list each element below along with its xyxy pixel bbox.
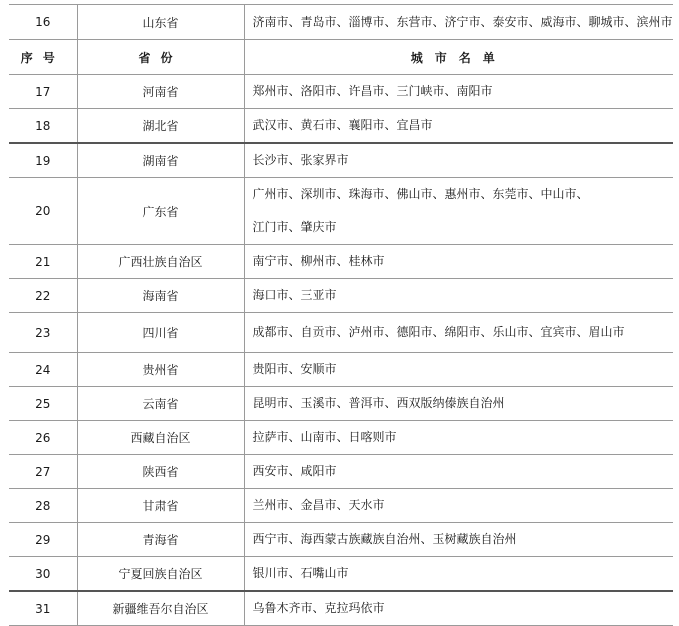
city-list <box>244 455 673 489</box>
province-name: 湖北省 <box>77 109 244 144</box>
city-list <box>244 523 673 557</box>
row-number: 19 <box>9 143 77 178</box>
city-list-line: 银川市、石嘴山市 <box>252 566 349 580</box>
table-row <box>9 313 673 353</box>
province-name: 青海省 <box>77 523 244 557</box>
row-number: 16 <box>9 5 77 40</box>
table-row <box>9 591 673 626</box>
province-name: 云南省 <box>77 387 244 421</box>
province-name: 西藏自治区 <box>77 421 244 455</box>
row-number: 25 <box>9 387 77 421</box>
city-list-line: 江门市、肇庆市 <box>252 220 337 234</box>
province-name: 广西壮族自治区 <box>77 245 244 279</box>
province-name: 甘肃省 <box>77 489 244 523</box>
city-list <box>244 75 673 109</box>
city-list <box>244 313 673 353</box>
city-list-line: 广州市、深圳市、珠海市、佛山市、惠州市、东莞市、中山市、 <box>252 187 589 201</box>
city-list <box>244 5 673 40</box>
row-number: 23 <box>9 313 77 353</box>
row-number: 28 <box>9 489 77 523</box>
row-number: 29 <box>9 523 77 557</box>
table-row <box>9 75 673 109</box>
row-number: 26 <box>9 421 77 455</box>
table-row <box>9 279 673 313</box>
row-number: 21 <box>9 245 77 279</box>
header-province <box>77 40 244 75</box>
city-list-line: 西宁市、海西蒙古族藏族自治州、玉树藏族自治州 <box>252 532 517 546</box>
row-number: 17 <box>9 75 77 109</box>
city-list-line: 贵阳市、安顺市 <box>252 362 337 376</box>
row-number: 18 <box>9 109 77 144</box>
city-list-line: 济南市、青岛市、淄博市、东营市、济宁市、泰安市、威海市、聊城市、滨州市 <box>252 14 673 29</box>
table-row <box>9 489 673 523</box>
table-row <box>9 109 673 144</box>
city-list-line: 海口市、三亚市 <box>252 288 337 302</box>
province-name: 河南省 <box>77 75 244 109</box>
city-list <box>244 421 673 455</box>
table-row <box>9 143 673 178</box>
city-list-line: 成都市、自贡市、泸州市、德阳市、绵阳市、乐山市、宜宾市、眉山市 <box>252 325 625 339</box>
city-list <box>244 279 673 313</box>
table-row <box>9 421 673 455</box>
city-list <box>244 143 673 178</box>
province-name: 四川省 <box>77 313 244 353</box>
table-row <box>9 387 673 421</box>
city-list-line: 长沙市、张家界市 <box>252 153 349 167</box>
row-number: 30 <box>9 557 77 592</box>
table-row <box>9 353 673 387</box>
table-row <box>9 557 673 592</box>
city-list-line: 武汉市、黄石市、襄阳市、宜昌市 <box>252 118 433 132</box>
city-list-line: 郑州市、洛阳市、许昌市、三门峡市、南阳市 <box>252 84 493 98</box>
province-name: 湖南省 <box>77 143 244 178</box>
table-body <box>9 5 673 626</box>
city-list-line: 南宁市、柳州市、桂林市 <box>252 254 385 268</box>
city-list <box>244 178 673 245</box>
city-list <box>244 557 673 592</box>
province-name: 山东省 <box>77 5 244 40</box>
city-list <box>244 387 673 421</box>
header-province-label: 省份 <box>138 50 183 65</box>
row-number: 20 <box>9 178 77 245</box>
province-name: 贵州省 <box>77 353 244 387</box>
city-list <box>244 245 673 279</box>
province-name: 新疆维吾尔自治区 <box>77 591 244 626</box>
city-list <box>244 109 673 144</box>
table-header-row <box>9 40 673 75</box>
table-row <box>9 178 673 245</box>
city-list <box>244 353 673 387</box>
city-list-line: 拉萨市、山南市、日喀则市 <box>252 430 397 444</box>
city-list-table <box>9 4 673 626</box>
row-number: 22 <box>9 279 77 313</box>
row-number: 27 <box>9 455 77 489</box>
table-row <box>9 455 673 489</box>
city-list-line: 乌鲁木齐市、克拉玛依市 <box>252 601 385 615</box>
header-index <box>9 40 77 75</box>
table-row <box>9 245 673 279</box>
header-index-label: 序号 <box>20 50 65 65</box>
row-number: 31 <box>9 591 77 626</box>
province-name: 海南省 <box>77 279 244 313</box>
header-cities <box>244 40 673 75</box>
table-row <box>9 523 673 557</box>
city-list-line: 昆明市、玉溪市、普洱市、西双版纳傣族自治州 <box>252 396 505 410</box>
row-number: 24 <box>9 353 77 387</box>
city-list-line: 西安市、咸阳市 <box>252 464 337 478</box>
province-name: 广东省 <box>77 178 244 245</box>
table-row <box>9 5 673 40</box>
header-cities-label: 城市名单 <box>410 50 507 65</box>
city-list <box>244 489 673 523</box>
province-name: 陕西省 <box>77 455 244 489</box>
city-list <box>244 591 673 626</box>
province-name: 宁夏回族自治区 <box>77 557 244 592</box>
city-list-line: 兰州市、金昌市、天水市 <box>252 498 385 512</box>
